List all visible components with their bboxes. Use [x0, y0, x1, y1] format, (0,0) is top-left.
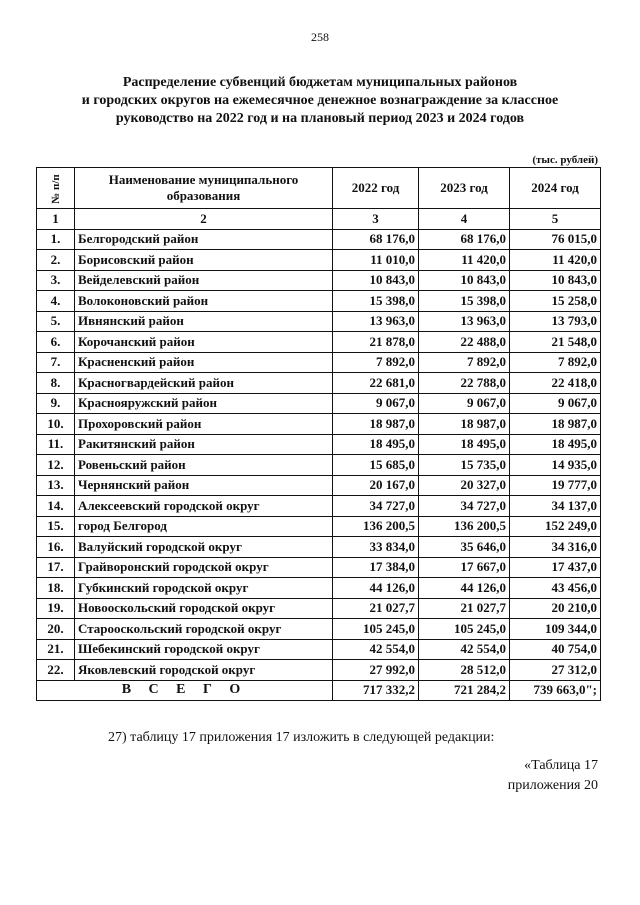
total-row — [37, 680, 601, 701]
row-name: Валуйский городской округ — [75, 537, 333, 558]
row-2022: 9 067,0 — [333, 393, 419, 414]
row-2024: 34 316,0 — [510, 537, 601, 558]
row-name: Яковлевский городской округ — [75, 660, 333, 681]
row-name: Алексеевский городской округ — [75, 496, 333, 517]
row-2024: 109 344,0 — [510, 619, 601, 640]
row-2022: 27 992,0 — [333, 660, 419, 681]
row-2022: 13 963,0 — [333, 311, 419, 332]
col-number: 4 — [419, 209, 510, 230]
row-2024: 21 548,0 — [510, 332, 601, 353]
row-2023: 11 420,0 — [419, 250, 510, 271]
table-row — [37, 516, 601, 537]
table-caption — [508, 756, 598, 796]
row-2023: 18 987,0 — [419, 414, 510, 435]
row-2024: 152 249,0 — [510, 516, 601, 537]
row-2024: 76 015,0 — [510, 229, 601, 250]
row-number: 5. — [37, 311, 75, 332]
caption-line-1: «Таблица 17 — [524, 758, 598, 773]
row-number: 20. — [37, 619, 75, 640]
table-row — [37, 434, 601, 455]
table-row — [37, 393, 601, 414]
row-number: 16. — [37, 537, 75, 558]
row-number: 14. — [37, 496, 75, 517]
row-2022: 21 027,7 — [333, 598, 419, 619]
row-2024: 13 793,0 — [510, 311, 601, 332]
row-2022: 11 010,0 — [333, 250, 419, 271]
col-number: 5 — [510, 209, 601, 230]
row-name: Старооскольский городской округ — [75, 619, 333, 640]
row-2023: 13 963,0 — [419, 311, 510, 332]
row-name: Чернянский район — [75, 475, 333, 496]
row-name: Корочанский район — [75, 332, 333, 353]
row-2024: 22 418,0 — [510, 373, 601, 394]
row-name: Прохоровский район — [75, 414, 333, 435]
header-num: № п/п — [37, 168, 75, 209]
row-name: Красненский район — [75, 352, 333, 373]
table-row — [37, 578, 601, 599]
table-row — [37, 291, 601, 312]
caption-line-2: приложения 20 — [507, 778, 598, 793]
row-2023: 9 067,0 — [419, 393, 510, 414]
table-row — [37, 270, 601, 291]
row-number: 22. — [37, 660, 75, 681]
total-2024: 739 663,0"; — [510, 680, 601, 701]
row-2023: 15 398,0 — [419, 291, 510, 312]
table-row — [37, 639, 601, 660]
row-2022: 18 495,0 — [333, 434, 419, 455]
row-number: 2. — [37, 250, 75, 271]
row-2023: 10 843,0 — [419, 270, 510, 291]
row-2022: 42 554,0 — [333, 639, 419, 660]
row-name: Красногвардейский район — [75, 373, 333, 394]
row-2022: 105 245,0 — [333, 619, 419, 640]
row-2023: 18 495,0 — [419, 434, 510, 455]
document-title — [40, 74, 600, 128]
row-number: 19. — [37, 598, 75, 619]
row-2024: 7 892,0 — [510, 352, 601, 373]
row-2023: 7 892,0 — [419, 352, 510, 373]
row-name: Ровеньский район — [75, 455, 333, 476]
row-2024: 10 843,0 — [510, 270, 601, 291]
row-2023: 22 788,0 — [419, 373, 510, 394]
row-number: 4. — [37, 291, 75, 312]
table-row — [37, 311, 601, 332]
row-2023: 20 327,0 — [419, 475, 510, 496]
header-name: Наименование муниципального образования — [75, 168, 333, 209]
row-2022: 7 892,0 — [333, 352, 419, 373]
row-2024: 11 420,0 — [510, 250, 601, 271]
row-2024: 15 258,0 — [510, 291, 601, 312]
row-number: 1. — [37, 229, 75, 250]
row-name: Белгородский район — [75, 229, 333, 250]
row-2023: 21 027,7 — [419, 598, 510, 619]
row-2022: 17 384,0 — [333, 557, 419, 578]
row-2023: 42 554,0 — [419, 639, 510, 660]
table-body — [37, 229, 601, 680]
table-row — [37, 475, 601, 496]
title-line-1: Распределение субвенций бюджетам муниципальных районов — [122, 75, 518, 90]
row-2024: 19 777,0 — [510, 475, 601, 496]
col-number: 2 — [75, 209, 333, 230]
table-row — [37, 455, 601, 476]
table-row — [37, 598, 601, 619]
row-2024: 18 495,0 — [510, 434, 601, 455]
row-2022: 15 398,0 — [333, 291, 419, 312]
row-2023: 22 488,0 — [419, 332, 510, 353]
row-2023: 35 646,0 — [419, 537, 510, 558]
title-line-2: и городских округов на ежемесячное денежное вознаграждение за классное — [81, 93, 559, 108]
row-2024: 43 456,0 — [510, 578, 601, 599]
row-2022: 10 843,0 — [333, 270, 419, 291]
row-number: 12. — [37, 455, 75, 476]
row-name: Шебекинский городской округ — [75, 639, 333, 660]
row-2022: 33 834,0 — [333, 537, 419, 558]
row-number: 6. — [37, 332, 75, 353]
row-name: Ивнянский район — [75, 311, 333, 332]
header-2024: 2024 год — [510, 168, 601, 209]
row-name: Ракитянский район — [75, 434, 333, 455]
table-row — [37, 496, 601, 517]
row-number: 9. — [37, 393, 75, 414]
row-2022: 20 167,0 — [333, 475, 419, 496]
row-2022: 44 126,0 — [333, 578, 419, 599]
row-number: 21. — [37, 639, 75, 660]
row-2024: 14 935,0 — [510, 455, 601, 476]
row-name: Губкинский городской округ — [75, 578, 333, 599]
header-2022: 2022 год — [333, 168, 419, 209]
table-row — [37, 537, 601, 558]
row-name: Новооскольский городской округ — [75, 598, 333, 619]
row-2022: 22 681,0 — [333, 373, 419, 394]
row-2024: 40 754,0 — [510, 639, 601, 660]
row-2024: 27 312,0 — [510, 660, 601, 681]
row-2024: 34 137,0 — [510, 496, 601, 517]
table-row — [37, 619, 601, 640]
row-number: 3. — [37, 270, 75, 291]
row-2023: 34 727,0 — [419, 496, 510, 517]
row-2022: 18 987,0 — [333, 414, 419, 435]
table-row — [37, 352, 601, 373]
page-number: 258 — [311, 30, 329, 44]
col-number: 1 — [37, 209, 75, 230]
row-2023: 136 200,5 — [419, 516, 510, 537]
row-name: город Белгород — [75, 516, 333, 537]
column-number-row — [37, 209, 601, 230]
subvention-table — [36, 167, 601, 701]
row-2023: 68 176,0 — [419, 229, 510, 250]
row-2023: 15 735,0 — [419, 455, 510, 476]
row-name: Борисовский район — [75, 250, 333, 271]
col-number: 3 — [333, 209, 419, 230]
table-row — [37, 373, 601, 394]
row-number: 7. — [37, 352, 75, 373]
row-2023: 17 667,0 — [419, 557, 510, 578]
row-number: 11. — [37, 434, 75, 455]
row-2022: 68 176,0 — [333, 229, 419, 250]
total-2023: 721 284,2 — [419, 680, 510, 701]
table-row — [37, 660, 601, 681]
row-2024: 17 437,0 — [510, 557, 601, 578]
row-number: 17. — [37, 557, 75, 578]
amendment-text: 27) таблицу 17 приложения 17 изложить в следующей редакции: — [108, 730, 495, 745]
table-row — [37, 414, 601, 435]
row-number: 10. — [37, 414, 75, 435]
row-2022: 136 200,5 — [333, 516, 419, 537]
row-number: 15. — [37, 516, 75, 537]
table-header-row — [37, 168, 601, 209]
table-row — [37, 332, 601, 353]
table-row — [37, 250, 601, 271]
row-2024: 20 210,0 — [510, 598, 601, 619]
row-name: Вейделевский район — [75, 270, 333, 291]
row-number: 8. — [37, 373, 75, 394]
header-2023: 2023 год — [419, 168, 510, 209]
row-2022: 21 878,0 — [333, 332, 419, 353]
row-2024: 18 987,0 — [510, 414, 601, 435]
row-2022: 15 685,0 — [333, 455, 419, 476]
units-label: (тыс. рублей) — [532, 154, 598, 166]
table-row — [37, 229, 601, 250]
row-2024: 9 067,0 — [510, 393, 601, 414]
row-2023: 44 126,0 — [419, 578, 510, 599]
total-2022: 717 332,2 — [333, 680, 419, 701]
row-2022: 34 727,0 — [333, 496, 419, 517]
table-row — [37, 557, 601, 578]
total-label: В С Е Г О — [37, 680, 333, 701]
row-name: Краснояружский район — [75, 393, 333, 414]
row-name: Волоконовский район — [75, 291, 333, 312]
row-2023: 105 245,0 — [419, 619, 510, 640]
row-2023: 28 512,0 — [419, 660, 510, 681]
row-number: 18. — [37, 578, 75, 599]
row-name: Грайворонский городской округ — [75, 557, 333, 578]
row-number: 13. — [37, 475, 75, 496]
title-line-3: руководство на 2022 год и на плановый период 2023 и 2024 годов — [115, 111, 525, 126]
